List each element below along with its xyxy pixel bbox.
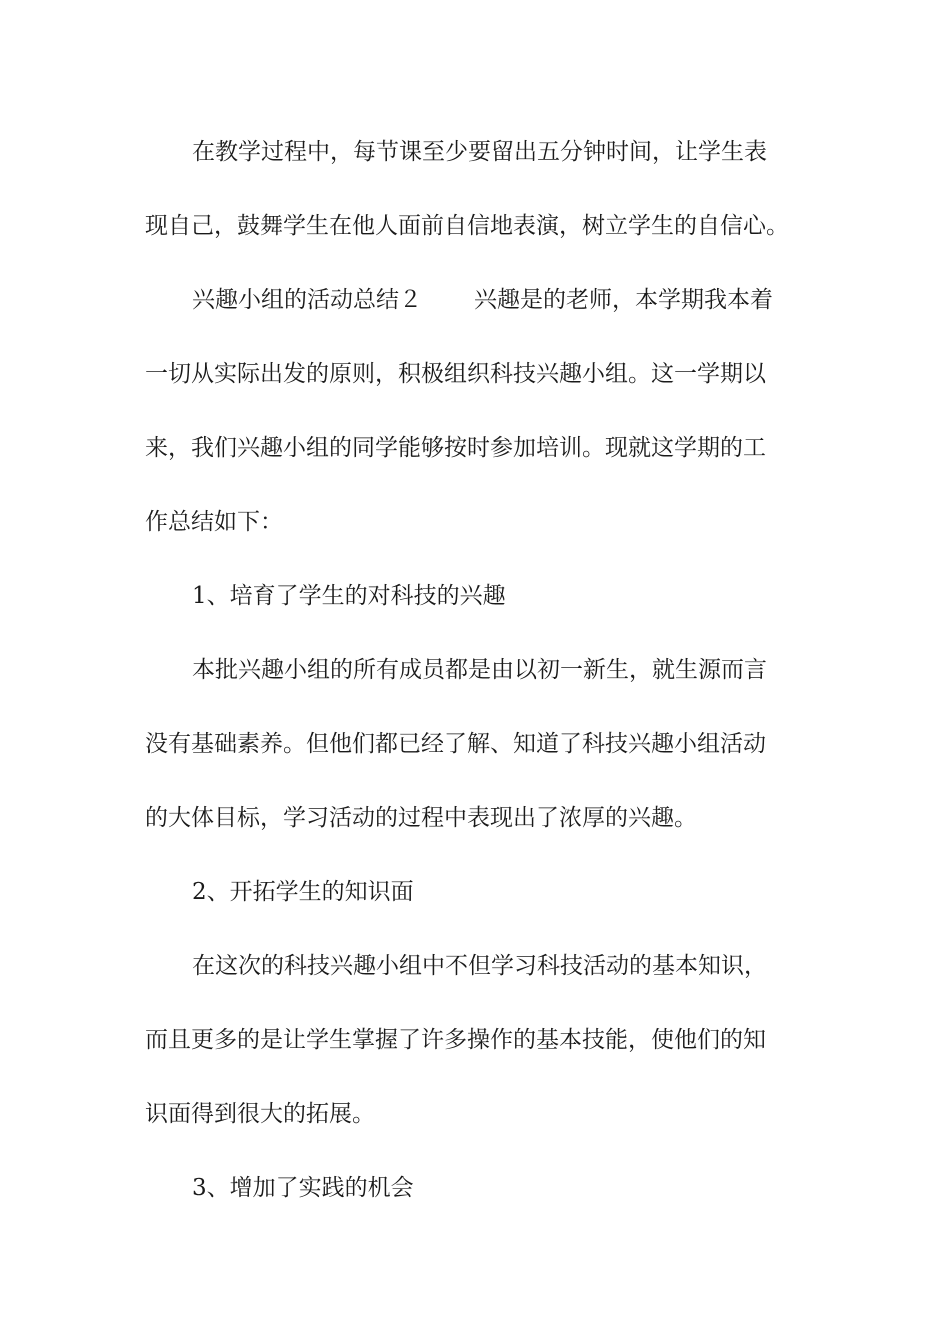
- paragraph-line: 而且更多的是让学生掌握了许多操作的基本技能，使他们的知: [145, 1027, 766, 1053]
- list-heading: 1、培育了学生的对科技的兴趣: [192, 583, 506, 609]
- paragraph-line: 来，我们兴趣小组的同学能够按时参加培训。现就这学期的工: [145, 435, 766, 461]
- paragraph-line: 作总结如下：: [145, 509, 283, 535]
- document-body: [145, 127, 810, 1237]
- paragraph-line: 在这次的科技兴趣小组中不但学习科技活动的基本知识，: [192, 953, 767, 979]
- list-heading: 2、开拓学生的知识面: [192, 879, 414, 905]
- paragraph-line: 在教学过程中，每节课至少要留出五分钟时间，让学生表: [192, 139, 767, 165]
- paragraph-line: 没有基础素养。但他们都已经了解、知道了科技兴趣小组活动: [145, 731, 766, 757]
- paragraph-line: 识面得到很大的拓展。: [145, 1101, 375, 1127]
- paragraph-line: 现自己，鼓舞学生在他人面前自信地表演，树立学生的自信心。: [145, 213, 789, 239]
- heading-line: [145, 275, 810, 349]
- paragraph-line: 的大体目标，学习活动的过程中表现出了浓厚的兴趣。: [145, 805, 697, 831]
- section-heading: 兴趣小组的活动总结２: [192, 287, 422, 313]
- paragraph-start: 兴趣是的老师，本学期我本着: [474, 287, 773, 313]
- list-heading: 3、增加了实践的机会: [192, 1175, 414, 1201]
- paragraph-line: 本批兴趣小组的所有成员都是由以初一新生，就生源而言: [192, 657, 767, 683]
- paragraph-line: 一切从实际出发的原则，积极组织科技兴趣小组。这一学期以: [145, 361, 766, 387]
